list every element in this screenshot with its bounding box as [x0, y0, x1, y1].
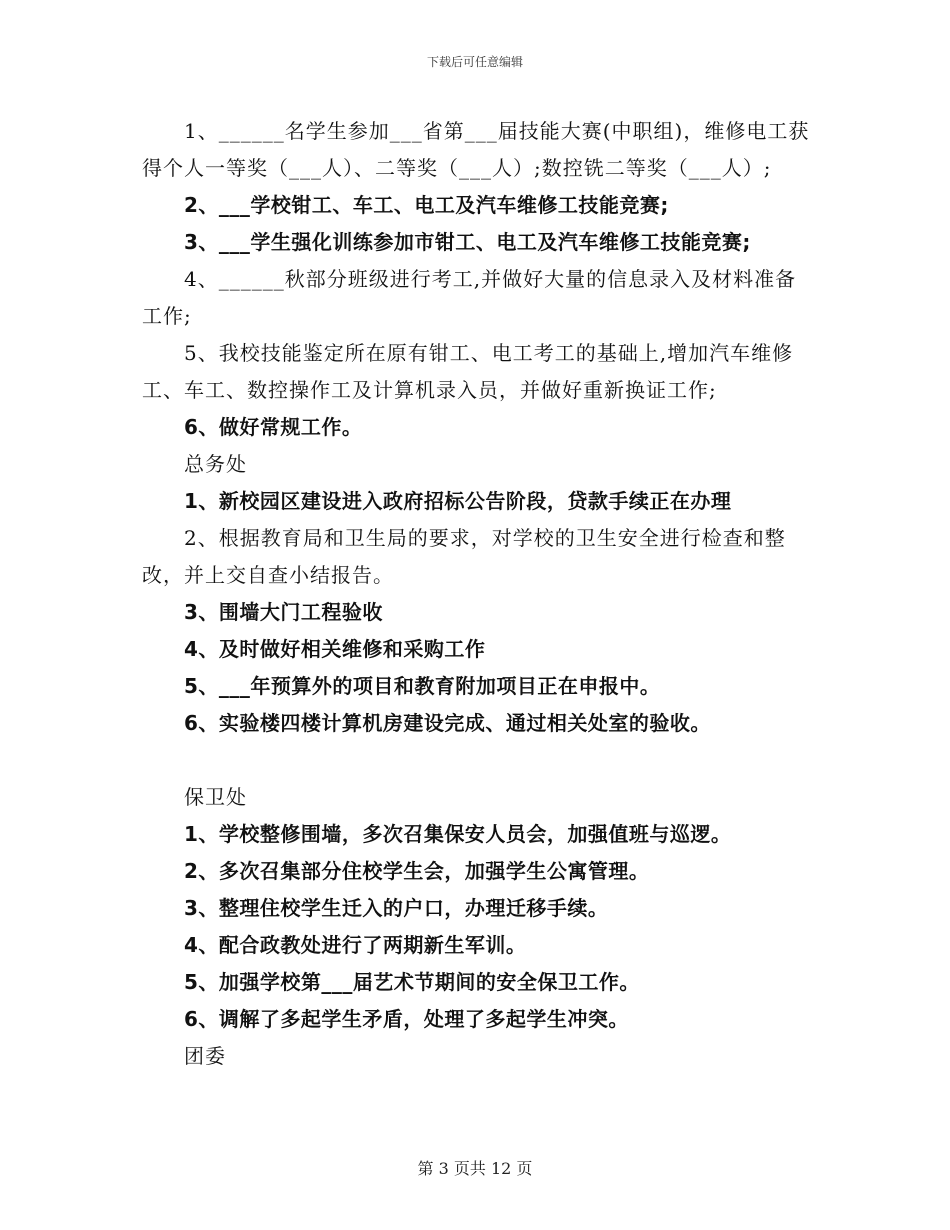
paragraph-item: 3、整理住校学生迁入的户口，办理迁移手续。 [184, 896, 609, 920]
blank-line [142, 742, 810, 779]
paragraph-item: 6、实验楼四楼计算机房建设完成、通过相关处室的验收。 [184, 711, 711, 735]
paragraph-item: 1、新校园区建设进入政府招标公告阶段，贷款手续正在办理 [184, 489, 732, 513]
paragraph-item: 6、调解了多起学生矛盾，处理了多起学生冲突。 [184, 1007, 629, 1031]
section-heading-security: 保卫处 [184, 785, 247, 809]
paragraph-item: 5、___年预算外的项目和教育附加项目正在申报中。 [184, 674, 661, 698]
paragraph-item: 1、______名学生参加___省第___届技能大赛(中职组)，维修电工获得个人一等奖（___人）、二等奖（___人）;数控铣二等奖（___人）; [142, 119, 810, 180]
section-heading-youth-league: 团委 [184, 1044, 226, 1068]
paragraph-item: 2、___学校钳工、车工、电工及汽车维修工技能竞赛; [184, 193, 669, 217]
paragraph-item: 2、多次召集部分住校学生会，加强学生公寓管理。 [184, 859, 650, 883]
paragraph-item: 2、根据教育局和卫生局的要求，对学校的卫生安全进行检查和整改，并上交自查小结报告。 [142, 526, 786, 587]
paragraph-item: 6、做好常规工作。 [184, 415, 363, 439]
paragraph-item: 5、加强学校第___届艺术节期间的安全保卫工作。 [184, 970, 640, 994]
page-footer: 第 3 页共 12 页 [417, 1159, 533, 1178]
paragraph-item: 5、我校技能鉴定所在原有钳工、电工考工的基础上,增加汽车维修工、车工、数控操作工及计算机录入员，并做好重新换证工作; [142, 341, 794, 402]
section-heading-general-affairs: 总务处 [184, 452, 247, 476]
paragraph-item: 4、及时做好相关维修和采购工作 [184, 637, 486, 661]
paragraph-item: 1、学校整修围墙，多次召集保安人员会，加强值班与巡逻。 [184, 822, 732, 846]
page-header: 下载后可任意编辑 [426, 55, 523, 69]
paragraph-item: 3、___学生强化训练参加市钳工、电工及汽车维修工技能竞赛; [184, 230, 751, 254]
paragraph-item: 4、配合政教处进行了两期新生军训。 [184, 933, 527, 957]
paragraph-item: 4、______秋部分班级进行考工,并做好大量的信息录入及材料准备工作; [142, 267, 797, 328]
document-body [142, 113, 810, 1075]
paragraph-item: 3、围墙大门工程验收 [184, 600, 383, 624]
